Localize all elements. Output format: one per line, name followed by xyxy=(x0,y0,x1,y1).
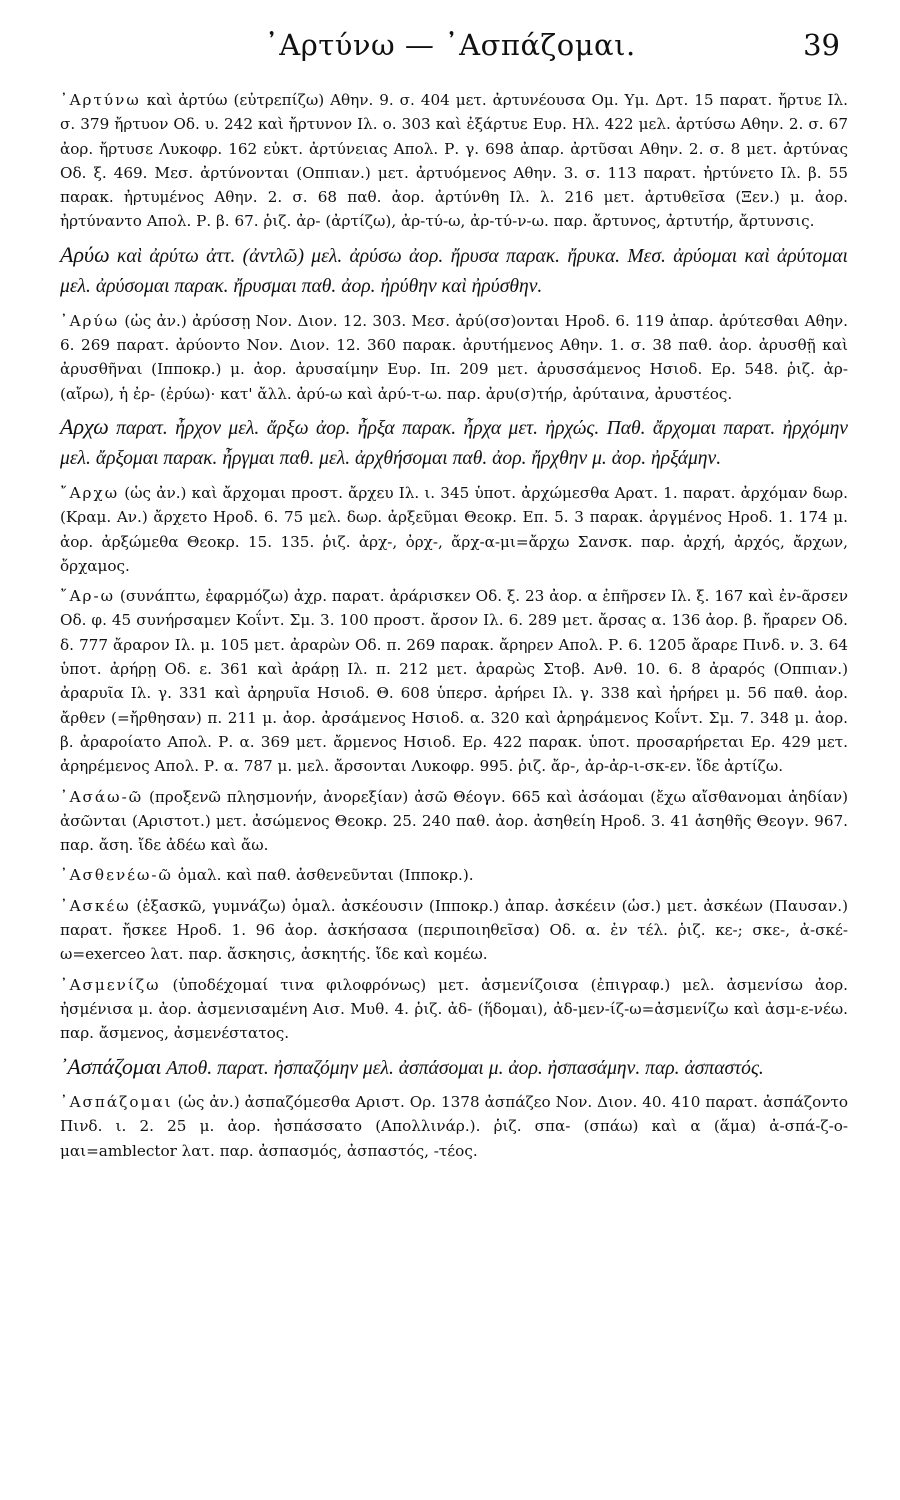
dictionary-entry xyxy=(60,1052,848,1085)
entry-lemma: ᾿Ασπάζομαι xyxy=(60,1053,162,1079)
entry-lemma: Αρύω xyxy=(60,241,110,267)
entry-text: (ὡς ἀν.) καὶ ἄρχομαι προστ. ἄρχευ Ιλ. ι. 345 ὑποτ. ἀρχώμεσθα Αρατ. 1. παρατ. ἀρχόμαν δωρ. (Κραμ. Αν.) ἄρχετο Ηροδ. 6. 75 μελ. δωρ. ἀρξεῦμαι Θεοκρ. Επ. 5. 3 παρακ. ἀργμένος Ηροδ. 1. 174 μ. ἀορ. ἀρξώμεθα Θεοκρ. 15. 135. ῥιζ. ἀρχ-, ὀρχ-, ἄρχ-α-μι=ἄρχω Σανσκ. παρ. ἀρχή, ἀρχός, ἄρχων, ὄρχαμος. xyxy=(60,483,848,575)
entry-text: (ὡς ἀν.) ἀσπαζόμεσθα Αριστ. Ορ. 1378 ἀσπάζεο Νον. Διον. 40. 410 παρατ. ἀσπάζοντο Πινδ. ι. 2. 25 μ. ἀορ. ἠσπάσσατο (Απολλινάρ.). ῥιζ. σπα- (σπάω) καὶ α (ἅμα) ἀ-σπά-ζ-ο-μαι=amblector λατ. παρ. ἀσπασμός, ἀσπαστός, -τέος. xyxy=(60,1093,848,1160)
entry-text: (ἐξασκῶ, γυμνάζω) ὁμαλ. ἀσκέουσιν (Ιπποκρ.) ἀπαρ. ἀσκέειν (ὡσ.) μετ. ἀσκέων (Παυσαν.) παρατ. ἤσκεε Ηροδ. 1. 96 ἀορ. ἀσκήσασα (περιποιηθεῖσα) Οδ. α. ἐν τέλ. ῥιζ. κε-; σκε-, ἀ-σκέ-ω=exerceo λατ. παρ. ἄσκησις, ἀσκητής. ἴδε καὶ κομέω. xyxy=(60,896,848,964)
dictionary-entry xyxy=(60,785,848,858)
entry-lemma: Αρχω xyxy=(60,413,109,439)
dictionary-entry xyxy=(60,481,848,578)
dictionary-entry xyxy=(60,973,848,1046)
dictionary-entry xyxy=(60,894,848,967)
dictionary-entry xyxy=(60,1090,848,1163)
entry-text: (συνάπτω, ἐφαρμόζω) ἀχρ. παρατ. ἀράρισκεν Οδ. ξ. 23 ἀορ. α ἐπῆρσεν Ιλ. ξ. 167 καὶ ἐν-ᾶρσεν Οδ. φ. 45 συνήρσαμεν Κοΐντ. Σμ. 3. 100 προστ. ἄρσον Ιλ. 6. 289 μετ. ἄρσας α. 136 ἀορ. β. ἤραρεν Οδ. δ. 777 ἄραρον Ιλ. μ. 105 μετ. ἀραρὼν Οδ. π. 269 παρακ. ἄρηρεν Απολ. Ρ. 6. 1205 ἄραρε Πινδ. ν. 3. 64 ὑποτ. ἀρήρῃ Οδ. ε. 361 καὶ ἀράρῃ Ιλ. π. 212 μετ. ἀραρὼς Στοβ. Ανθ. 10. 6. 8 ἀραρός (Οππιαν.) ἀραρυῖα Ιλ. γ. 331 καὶ ἀρηρυῖα Ησιοδ. Θ. 608 ὑπερσ. ἀρήρει Ιλ. γ. 338 καὶ ἠρήρει μ. 56 παθ. ἀορ. ἄρθεν (=ἤρθησαν) π. 211 μ. ἀορ. ἀρσάμενος Ησιοδ. α. 320 καὶ ἀρηράμενος Κοΐντ. Σμ. 7. 348 μ. ἀορ. β. ἀραροίατο Απολ. Ρ. α. 369 μετ. ἄρμενος Ησιοδ. Ερ. 422 παρακ. ὑποτ. προσαρήρεται Ερ. 429 μετ. ἀρηρέμενος Απολ. Ρ. α. 787 μ. μελ. ἄρσονται Λυκοφρ. 995. ῥιζ. ἄρ-, ἀρ-ἀρ-ι-σκ-εν. ἴδε ἀρτίζω. xyxy=(60,587,848,776)
entry-text: ὁμαλ. καὶ παθ. ἀσθενεῦνται (Ιπποκρ.). xyxy=(172,866,474,885)
page-title: ᾿Αρτύνω — ᾿Ασπάζομαι. xyxy=(264,28,636,62)
entry-lemma: ᾿Αρτύνω xyxy=(60,91,141,109)
dictionary-entry xyxy=(60,309,848,406)
entry-lemma: ᾿Ασκέω xyxy=(60,896,131,915)
entry-lemma: ῎Αρχω xyxy=(60,483,120,502)
dictionary-entry xyxy=(60,88,848,234)
entry-lemma: ᾿Αρύω xyxy=(60,311,120,330)
entry-lemma: ᾿Ασπάζομαι xyxy=(60,1093,173,1111)
dictionary-entry xyxy=(60,584,848,778)
dictionary-entry xyxy=(60,863,848,887)
entry-text: (ὡς ἀν.) ἀρύσσῃ Νον. Διον. 12. 303. Μεσ. ἀρύ(σσ)ονται Ηροδ. 6. 119 ἀπαρ. ἀρύτεσθαι Αθην. 6. 269 παρατ. ἀρύοντο Νον. Διον. 12. 360 παρακ. ἀρυτήμενος Αθην. 1. σ. 38 παθ. ἀορ. ἀρυσθῇ καὶ ἀρυσθῆναι (Ιπποκρ.) μ. ἀορ. ἀρυσαίμην Ευρ. Ιπ. 209 μετ. ἀρυσσάμενος Ησιοδ. Ερ. 548. ῥιζ. ἀρ- (αἴρω), ἡ ἐρ- (ἐρύω)· κατ' ἄλλ. ἀρύ-ω καὶ ἀρύ-τ-ω. παρ. ἀρυ(σ)τήρ, ἀρύταινα, ἀρυστέος. xyxy=(60,311,848,403)
dictionary-entry xyxy=(60,240,848,303)
entry-text: καὶ ἀρτύω (εὐτρεπίζω) Αθην. 9. σ. 404 μετ. ἀρτυνέουσα Ομ. Υμ. Δρτ. 15 παρατ. ἤρτυε Ιλ. σ. 379 ἤρτυον Οδ. υ. 242 καὶ ἤρτυνον Ιλ. ο. 303 καὶ ἐξάρτυε Ευρ. Ηλ. 422 μελ. ἀρτύσω Αθην. 2. σ. 67 ἀορ. ἤρτυσε Λυκοφρ. 162 εὐκτ. ἀρτύνειας Απολ. Ρ. γ. 698 ἀπαρ. ἀρτῦσαι Αθην. 2. σ. 8 μετ. ἀρτύνας Οδ. ξ. 469. Μεσ. ἀρτύνονται (Οππιαν.) μετ. ἀρτυόμενος Αθην. 3. σ. 113 παρατ. ἠρτύνετο Ιλ. β. 55 παρακ. ἠρτυμένος Αθην. 2. σ. 68 παθ. ἀορ. ἀρτύνθη Ιλ. λ. 216 μετ. ἀρτυθεῖσα (Ξεν.) μ. ἀορ. ἠρτύναντο Απολ. Ρ. β. 67. ῥιζ. ἀρ- (ἀρτίζω), ἀρ-τύ-ω, ἀρ-τύ-ν-ω. παρ. ἄρτυνος, ἀρτυτήρ, ἄρτυνσις. xyxy=(60,91,848,231)
entry-text: (προξενῶ πλησμονήν, ἀνορεξίαν) ἀσῶ Θέογν. 665 καὶ ἀσάομαι (ἔχω αἴσθανομαι ἀηδίαν) ἀσῶνται (Αριστοτ.) μετ. ἀσώμενος Θεοκρ. 25. 240 παθ. ἀορ. ἀσηθείη Ηροδ. 3. 41 ἀσηθῆς Θεογν. 967. παρ. ἄση. ἴδε ἀδέω καὶ ἄω. xyxy=(60,787,848,855)
running-head xyxy=(60,28,840,76)
dictionary-entry xyxy=(60,412,848,475)
entry-lemma: ᾿Ασμενίζω xyxy=(60,975,161,994)
entry-text: Αποθ. παρατ. ἠσπαζόμην μελ. ἀσπάσομαι μ. ἀορ. ἠσπασάμην. παρ. ἀσπαστός. xyxy=(161,1057,764,1079)
entry-text: καὶ ἀρύτω ἀττ. (ἀντλῶ) μελ. ἀρύσω ἀορ. ἤρυσα παρακ. ἤρυκα. Μεσ. ἀρύομαι καὶ ἀρύτομαι μελ. ἀρύσομαι παρακ. ἤρυσμαι παθ. ἀορ. ἠρύθην καὶ ἠρύσθην. xyxy=(60,245,848,298)
entry-lemma: ῎Αρ-ω xyxy=(60,587,116,606)
entry-text: παρατ. ἦρχον μελ. ἄρξω ἀορ. ἦρξα παρακ. ἦρχα μετ. ἠρχώς. Παθ. ἄρχομαι παρατ. ἠρχόμην μελ. ἄρξομαι παρακ. ἦργμαι παθ. μελ. ἀρχθήσομαι παθ. ἀορ. ἤρχθην μ. ἀορ. ἠρξάμην. xyxy=(60,417,848,470)
entry-lemma: ᾿Ασάω-ῶ xyxy=(60,787,144,806)
page-number: 39 xyxy=(803,28,840,62)
entries-column xyxy=(60,88,848,1169)
entry-lemma: ᾿Ασθενέω-ῶ xyxy=(60,866,173,885)
entry-text: (ὑποδέχομαί τινα φιλοφρόνως) μετ. ἀσμενίζοισα (ἐπιγραφ.) μελ. ἀσμενίσω ἀορ. ἠσμένισα μ. ἀορ. ἀσμενισαμένη Αισ. Μυθ. 4. ῥιζ. ἀδ- (ἥδομαι), ἀδ-μεν-ίζ-ω=ἀσμενίζω καὶ ἀσμ-ε-νέω. παρ. ἄσμενος, ἀσμενέστατος. xyxy=(60,975,848,1043)
